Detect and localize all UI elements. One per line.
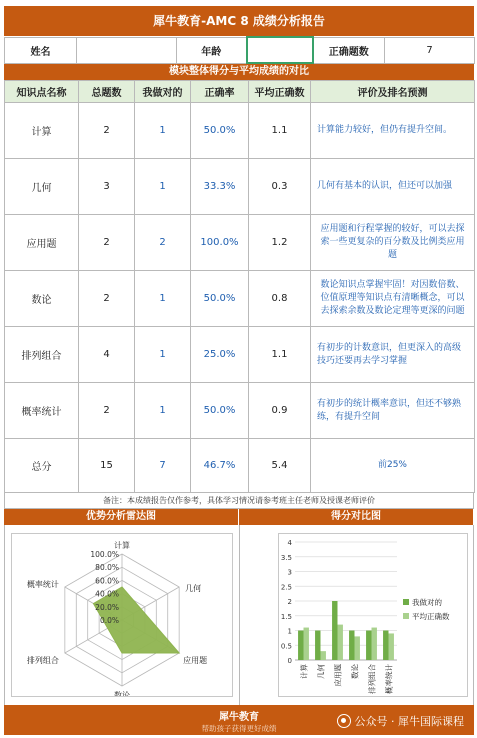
col-header: 平均正确数 xyxy=(249,81,311,103)
col-header: 正确率 xyxy=(191,81,249,103)
bar-mark xyxy=(337,625,342,660)
correct-rate: 46.7% xyxy=(191,439,249,493)
avg-correct: 1.1 xyxy=(249,327,311,383)
chart-headers xyxy=(4,509,474,525)
correct-rate: 33.3% xyxy=(191,159,249,215)
col-header: 总题数 xyxy=(79,81,135,103)
correct-rate: 50.0% xyxy=(191,103,249,159)
radar-category-label: 计算 xyxy=(114,541,130,550)
radar-tick-label: 80.0% xyxy=(95,563,119,573)
correct-rate: 50.0% xyxy=(191,271,249,327)
radar-category-label: 应用题 xyxy=(183,656,208,665)
radar-tick-label: 100.0% xyxy=(90,550,119,559)
table-row xyxy=(5,383,475,439)
bar-y-tick-label: 0.5 xyxy=(280,642,292,651)
my-correct: 1 xyxy=(135,383,191,439)
bar-mark xyxy=(298,631,303,661)
total-count: 2 xyxy=(79,271,135,327)
rank-prediction: 前25% xyxy=(311,439,475,493)
bar-x-tick-label: 几何 xyxy=(316,664,325,679)
footer-slogan: 帮助孩子获得更好成绩 xyxy=(201,724,277,733)
radar-tick-label: 40.0% xyxy=(95,589,119,599)
my-correct: 1 xyxy=(135,271,191,327)
my-correct: 1 xyxy=(135,327,191,383)
radar-cell xyxy=(5,525,239,706)
bar-mark xyxy=(383,631,388,661)
total-label: 总分 xyxy=(5,439,79,493)
watermark-text: 公众号 · 犀牛国际课程 xyxy=(354,715,464,728)
bar-x-tick-label: 计算 xyxy=(299,664,308,679)
bar-x-tick-label: 排列组合 xyxy=(367,664,376,694)
legend-swatch xyxy=(403,599,409,605)
col-header: 我做对的 xyxy=(135,81,191,103)
topic-name: 几何 xyxy=(5,159,79,215)
avg-correct: 1.1 xyxy=(249,103,311,159)
bar-chart-title: 得分对比图 xyxy=(239,509,474,525)
bar-chart-frame[interactable] xyxy=(278,533,468,697)
correct-count-label: 正确题数 xyxy=(313,37,385,63)
avg-correct: 0.3 xyxy=(249,159,311,215)
correct-rate: 25.0% xyxy=(191,327,249,383)
bar-y-tick-label: 3.5 xyxy=(280,553,292,562)
col-header: 知识点名称 xyxy=(5,81,79,103)
col-header: 评价及排名预测 xyxy=(311,81,475,103)
comment: 数论知识点掌握牢固！对因数倍数、位值原理等知识点有清晰概念，可以去探索余数及数论定理等更深的问题 xyxy=(311,271,475,327)
comment: 计算能力较好，但仍有提升空间。 xyxy=(311,103,475,159)
watermark xyxy=(337,713,465,729)
report-note: 备注：本成绩报告仅作参考，具体学习情况请参考班主任老师及授课老师评价 xyxy=(4,493,474,509)
charts-area xyxy=(4,525,474,707)
comment: 几何有基本的认识，但还可以加强 xyxy=(311,159,475,215)
age-field[interactable] xyxy=(247,37,313,63)
legend-label: 我做对的 xyxy=(411,598,442,607)
avg-correct: 1.2 xyxy=(249,215,311,271)
topic-name: 概率统计 xyxy=(5,383,79,439)
radar-category-label: 数论 xyxy=(114,691,130,696)
radar-tick-label: 60.0% xyxy=(95,576,119,586)
correct-count-value: 7 xyxy=(385,37,475,63)
age-label: 年龄 xyxy=(177,37,247,63)
comment: 有初步的计数意识，但更深入的高级技巧还要再去学习掌握 xyxy=(311,327,475,383)
table-row xyxy=(5,215,475,271)
bar-y-tick-label: 4 xyxy=(287,539,292,547)
bar-mark xyxy=(315,631,320,661)
radar-category-label: 排列组合 xyxy=(26,656,59,665)
my-correct: 7 xyxy=(135,439,191,493)
comment: 有初步的统计概率意识，但还不够熟练，有提升空间 xyxy=(311,383,475,439)
total-count: 4 xyxy=(79,327,135,383)
topic-name: 数论 xyxy=(5,271,79,327)
correct-rate: 50.0% xyxy=(191,383,249,439)
my-correct: 1 xyxy=(135,103,191,159)
bar-y-tick-label: 1.5 xyxy=(280,612,292,621)
radar-category-label: 几何 xyxy=(185,584,202,593)
bar-y-tick-label: 3 xyxy=(287,568,292,577)
bar-cell xyxy=(239,525,474,706)
student-info-table xyxy=(4,36,475,64)
bar-y-tick-label: 1 xyxy=(287,627,292,636)
avg-correct: 5.4 xyxy=(249,439,311,493)
table-row xyxy=(5,159,475,215)
name-field[interactable] xyxy=(77,37,177,63)
my-correct: 2 xyxy=(135,215,191,271)
section-title: 模块整体得分与平均成绩的对比 xyxy=(4,64,474,80)
radar-tick-label: 0.0% xyxy=(99,616,119,625)
avg-correct: 0.9 xyxy=(249,383,311,439)
bar-x-tick-label: 概率统计 xyxy=(384,664,393,694)
bar-mark xyxy=(366,631,371,661)
total-count: 15 xyxy=(79,439,135,493)
comment: 应用题和行程掌握的较好，可以去探索一些更复杂的百分数及比例类应用题 xyxy=(311,215,475,271)
bar-mark xyxy=(303,628,308,660)
bar-chart xyxy=(279,534,467,696)
legend-swatch xyxy=(403,613,409,619)
report-title: 犀牛教育-AMC 8 成绩分析报告 xyxy=(4,6,474,36)
total-count: 2 xyxy=(79,383,135,439)
topic-name: 应用题 xyxy=(5,215,79,271)
radar-category-label: 概率统计 xyxy=(26,580,59,589)
bar-x-tick-label: 数论 xyxy=(350,664,359,679)
footer-brand: 犀牛教育 xyxy=(219,712,259,723)
bar-y-tick-label: 0 xyxy=(287,657,292,665)
radar-chart xyxy=(12,534,232,696)
legend-label: 平均正确数 xyxy=(411,612,449,621)
total-count: 2 xyxy=(79,215,135,271)
table-row xyxy=(5,327,475,383)
bar-y-tick-label: 2.5 xyxy=(280,583,292,592)
wechat-icon xyxy=(337,714,351,728)
name-label: 姓名 xyxy=(5,37,77,63)
bar-mark xyxy=(354,636,359,660)
total-row xyxy=(5,439,475,493)
topic-name: 计算 xyxy=(5,103,79,159)
my-correct: 1 xyxy=(135,159,191,215)
bar-mark xyxy=(320,651,325,660)
table-row xyxy=(5,271,475,327)
report-sheet xyxy=(4,6,474,707)
radar-tick-label: 20.0% xyxy=(95,602,119,612)
module-score-table xyxy=(4,80,475,493)
bar-mark xyxy=(371,628,376,660)
total-count: 3 xyxy=(79,159,135,215)
radar-chart-frame[interactable] xyxy=(11,533,233,697)
bar-x-tick-label: 应用题 xyxy=(333,664,342,687)
topic-name: 排列组合 xyxy=(5,327,79,383)
table-row xyxy=(5,103,475,159)
radar-chart-title: 优势分析雷达图 xyxy=(4,509,239,525)
bar-mark xyxy=(332,601,337,660)
bar-mark xyxy=(388,633,393,660)
table-header xyxy=(5,81,475,103)
bar-y-tick-label: 2 xyxy=(287,598,292,606)
total-count: 2 xyxy=(79,103,135,159)
bar-mark xyxy=(349,631,354,661)
footer-banner xyxy=(4,705,474,735)
correct-rate: 100.0% xyxy=(191,215,249,271)
avg-correct: 0.8 xyxy=(249,271,311,327)
